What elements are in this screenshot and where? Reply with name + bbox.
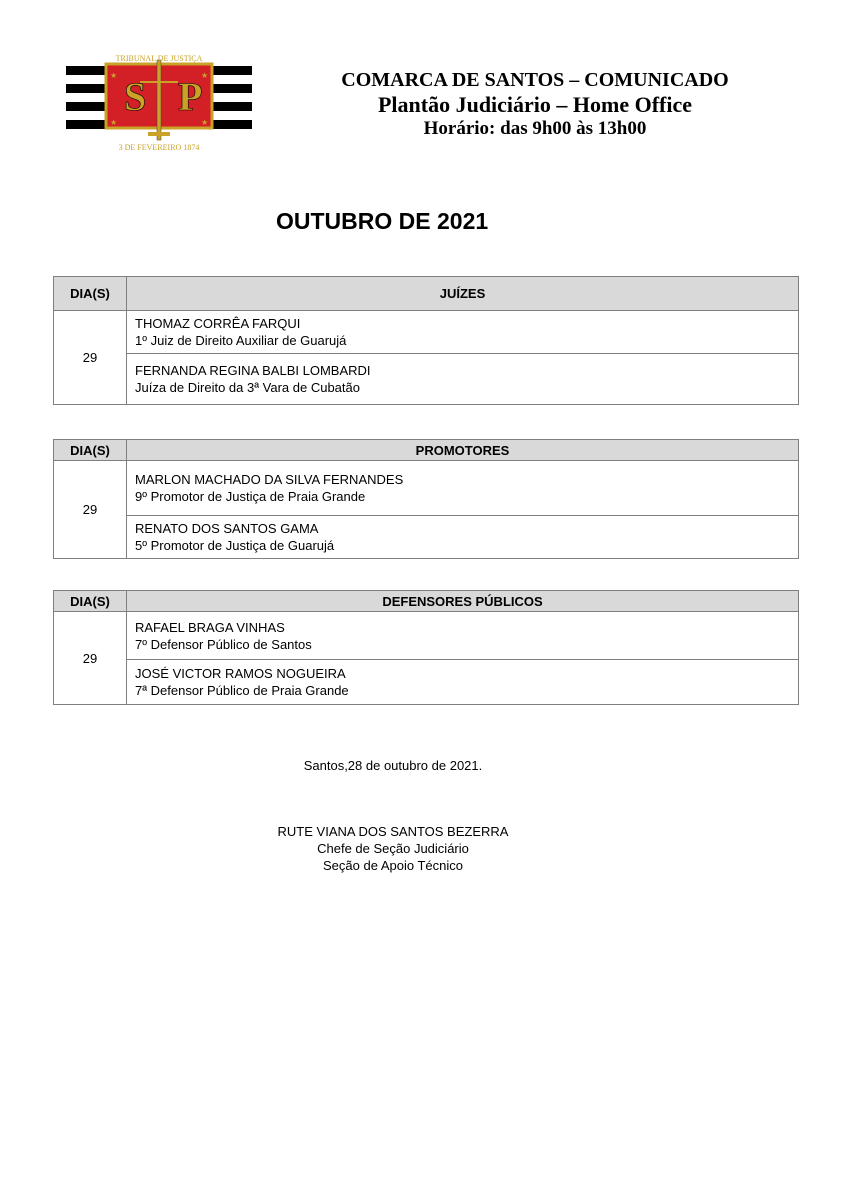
person-name: THOMAZ CORRÊA FARQUI <box>135 316 301 331</box>
table-row <box>127 354 799 405</box>
date-line: Santos,28 de outubro de 2021. <box>303 758 483 773</box>
judges-column-header: JUÍZES <box>127 277 799 311</box>
person-name: RAFAEL BRAGA VINHAS <box>135 619 285 635</box>
logo-letter-p: P <box>178 74 203 119</box>
logo-letter-s: S <box>124 74 147 119</box>
signatory-section: Seção de Apoio Técnico <box>323 858 463 873</box>
svg-text:★: ★ <box>110 71 118 80</box>
person-role: 5º Promotor de Justiça de Guarujá <box>135 538 335 553</box>
day-column-header: DIA(S) <box>54 591 127 612</box>
svg-text:★: ★ <box>201 118 209 127</box>
person-name: FERNANDA REGINA BALBI LOMBARDI <box>135 363 371 378</box>
person-role: Juíza de Direito da 3ª Vara de Cubatão <box>135 380 360 395</box>
document-header <box>290 68 780 141</box>
day-cell: 29 <box>54 461 127 559</box>
defenders-column-header: DEFENSORES PÚBLICOS <box>127 591 799 612</box>
signatory-name: RUTE VIANA DOS SANTOS BEZERRA <box>277 824 509 839</box>
header-line-1: COMARCA DE SANTOS – COMUNICADO <box>341 69 729 91</box>
tribunal-emblem-logo <box>66 52 252 152</box>
person-name: RENATO DOS SANTOS GAMA <box>135 521 319 536</box>
logo-top-text: TRIBUNAL DE JUSTIÇA <box>115 54 203 63</box>
header-line-3: Horário: das 9h00 às 13h00 <box>423 118 647 140</box>
table-row <box>127 311 799 354</box>
public-defenders-table <box>53 590 799 705</box>
svg-text:★: ★ <box>110 118 118 127</box>
person-name: MARLON MACHADO DA SILVA FERNANDES <box>135 472 404 487</box>
person-role: 9º Promotor de Justiça de Praia Grande <box>135 489 366 504</box>
person-role: 1º Juiz de Direito Auxiliar de Guarujá <box>135 333 347 348</box>
svg-text:★: ★ <box>201 71 209 80</box>
person-role: 7º Defensor Público de Santos <box>135 636 312 652</box>
prosecutors-column-header: PROMOTORES <box>127 440 799 461</box>
table-row <box>127 660 799 705</box>
person-name: JOSÉ VICTOR RAMOS NOGUEIRA <box>135 666 346 681</box>
prosecutors-table <box>53 439 799 559</box>
day-column-header: DIA(S) <box>54 440 127 461</box>
signatory-title: Chefe de Seção Judiciário <box>317 841 469 856</box>
header-line-2: Plantão Judiciário – Home Office <box>377 92 693 117</box>
person-role: 7ª Defensor Público de Praia Grande <box>135 683 349 698</box>
logo-bottom-text: 3 DE FEVEREIRO 1874 <box>118 143 200 152</box>
month-title: OUTUBRO DE 2021 <box>276 208 489 234</box>
day-cell: 29 <box>54 612 127 705</box>
judges-table <box>53 276 799 405</box>
table-row <box>127 516 799 559</box>
signature-block <box>0 823 786 874</box>
day-cell: 29 <box>54 311 127 405</box>
day-column-header: DIA(S) <box>54 277 127 311</box>
table-row <box>127 612 799 660</box>
table-row <box>127 461 799 516</box>
